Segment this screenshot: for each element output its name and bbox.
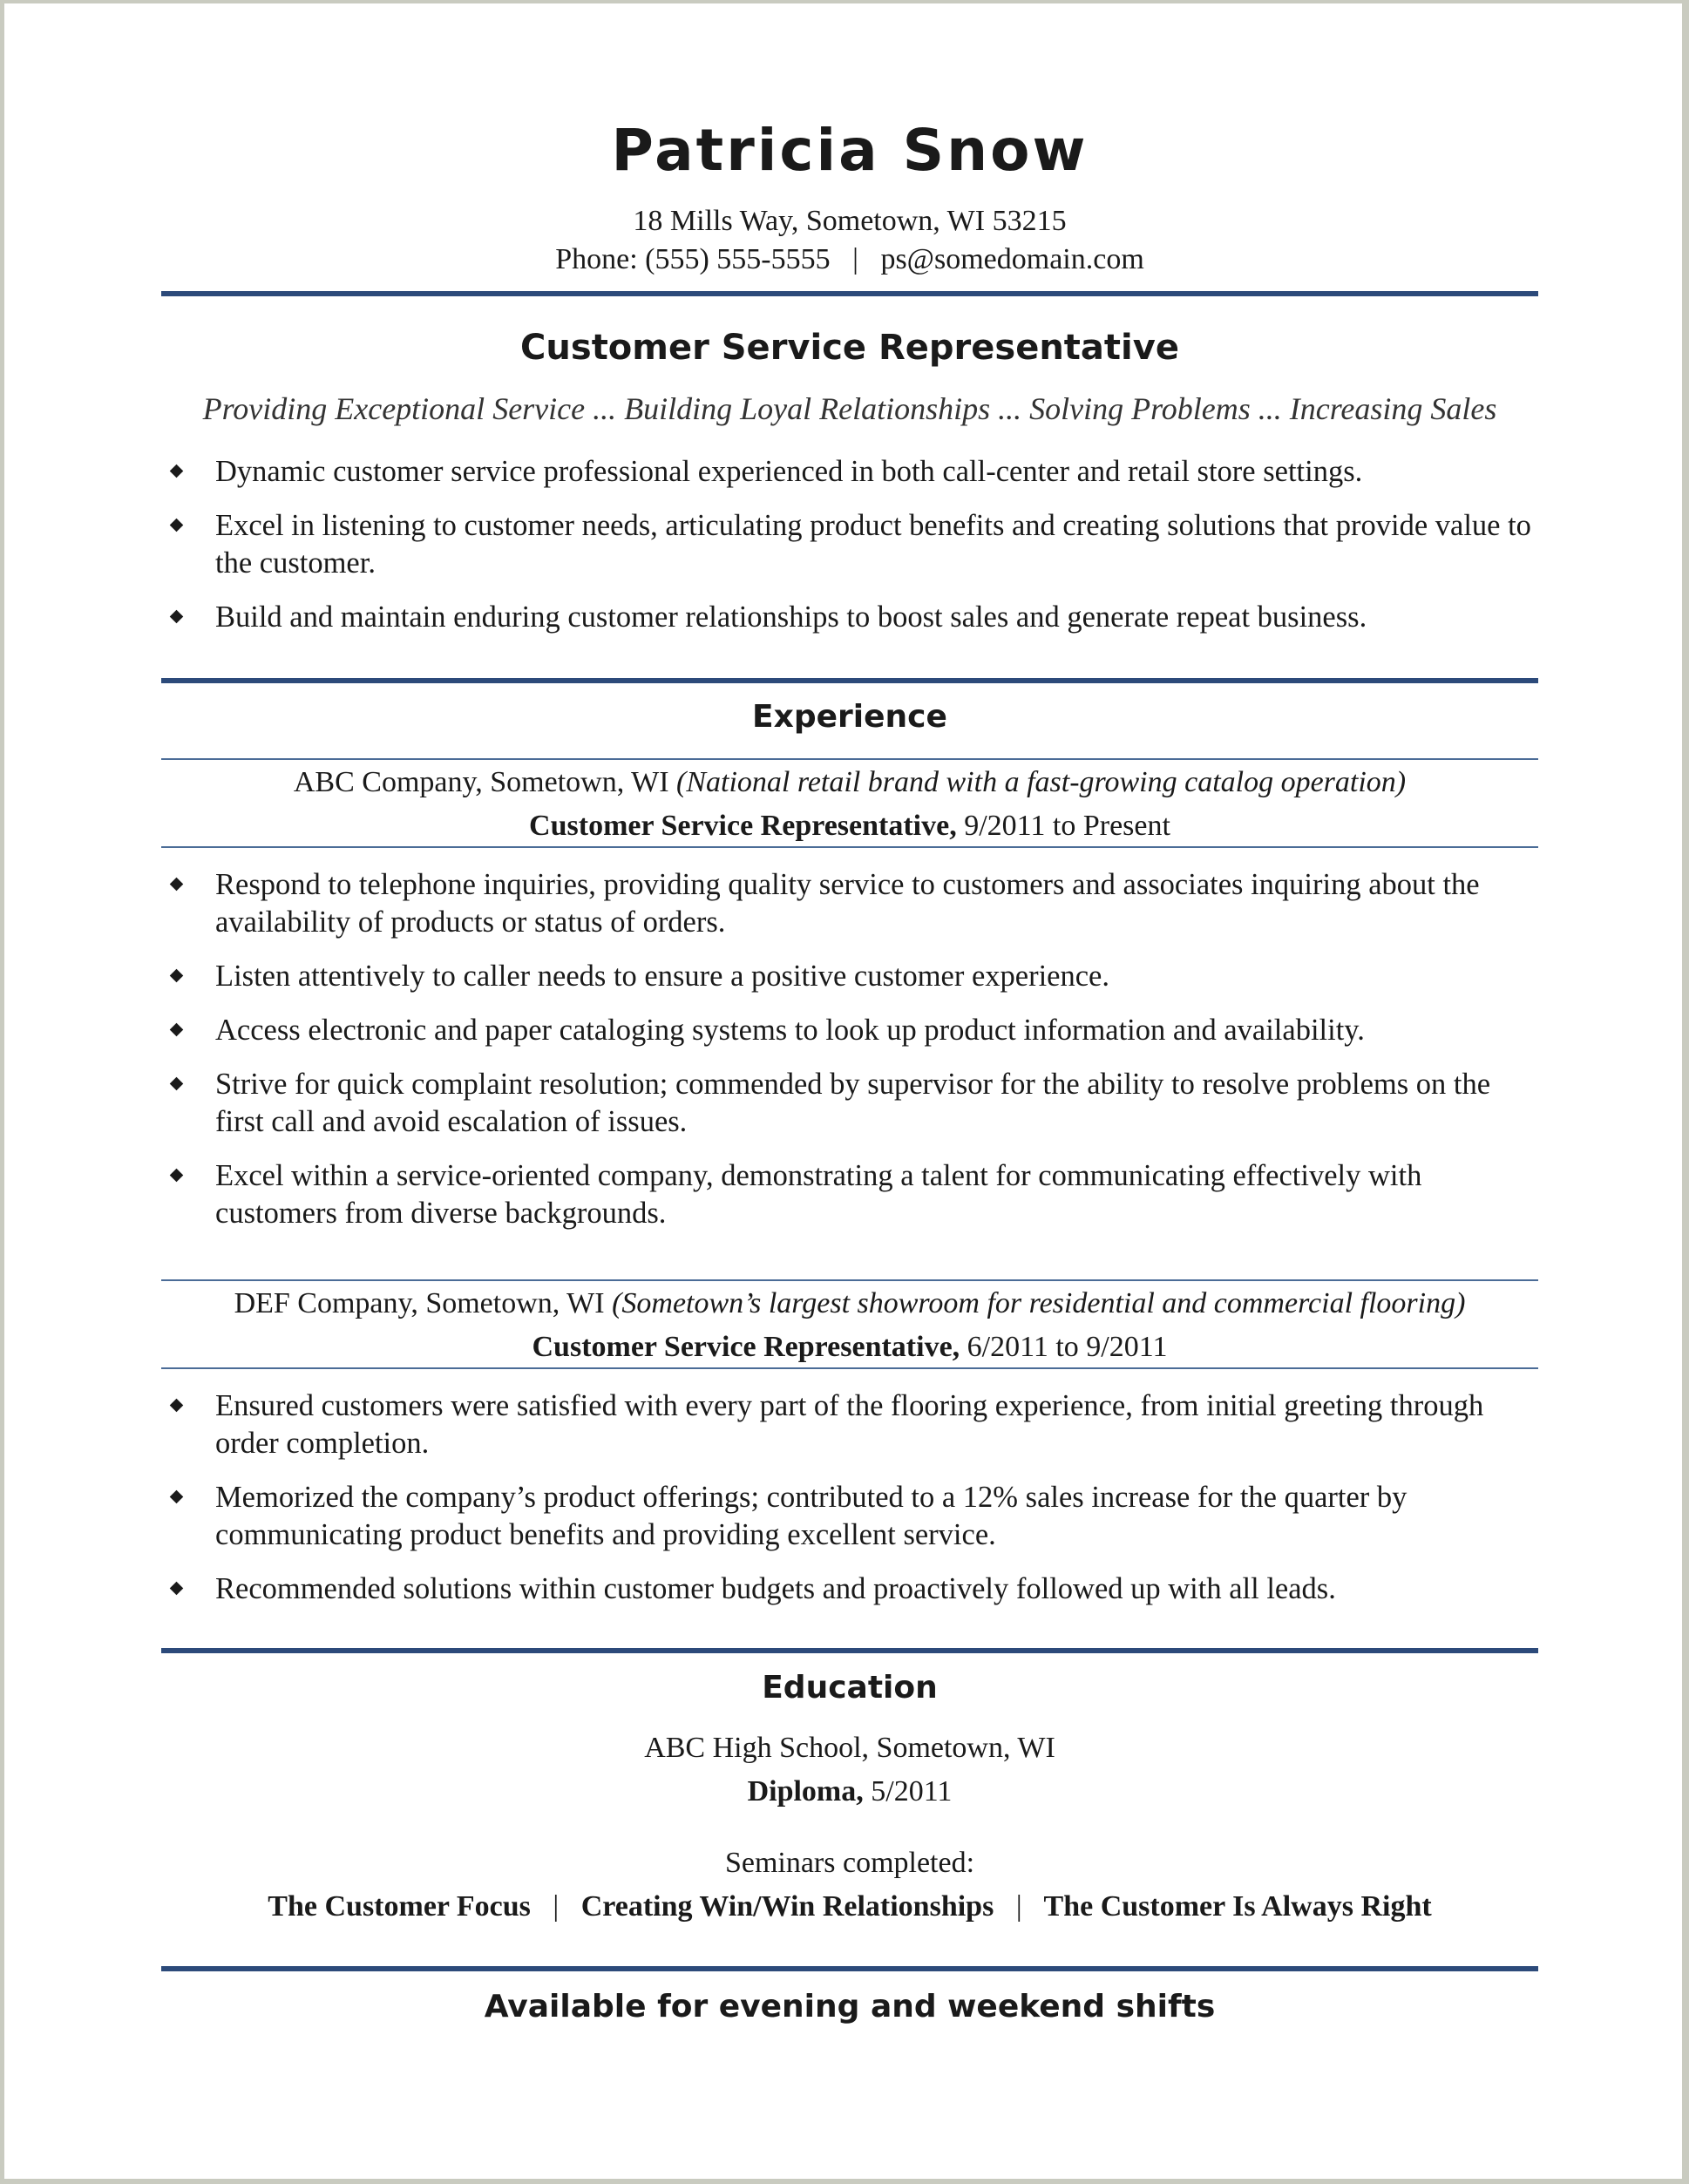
header-divider xyxy=(161,291,1538,296)
seminar-item: The Customer Is Always Right xyxy=(1043,1890,1432,1923)
list-item: Listen attentively to caller needs to ensure a positive customer experience. xyxy=(161,958,1538,995)
job-1-title-line xyxy=(161,807,1538,845)
summary-tagline: Providing Exceptional Service ... Building Loyal Relationships ... Solving Problems ... Increasing Sales xyxy=(202,391,1497,426)
diamond-bullet-icon xyxy=(170,465,184,478)
diamond-bullet-icon xyxy=(170,1582,184,1596)
diamond-bullet-icon xyxy=(170,1399,184,1413)
school: ABC High School, Sometown, WI xyxy=(644,1732,1055,1764)
seminars-line xyxy=(161,1888,1538,1926)
education-heading: Education xyxy=(762,1670,938,1706)
list-item: Build and maintain enduring customer relationships to boost sales and generate repeat business. xyxy=(161,599,1538,636)
list-item: Ensured customers were satisfied with every part of the flooring experience, from initial greeting through order completion. xyxy=(161,1387,1538,1462)
contact-line xyxy=(161,241,1538,279)
list-item: Recommended solutions within customer budgets and proactively followed up with all leads. xyxy=(161,1570,1538,1608)
list-item: Memorized the company’s product offerings; contributed to a 12% sales increase for the quarter by communicating product benefits and providing excellent service. xyxy=(161,1479,1538,1554)
job-1-top-rule xyxy=(161,758,1538,760)
list-item: Respond to telephone inquiries, providing quality service to customers and associates inquiring about the availability of products or status of orders. xyxy=(161,866,1538,941)
phone: Phone: (555) 555-5555 xyxy=(555,243,831,275)
degree-line xyxy=(161,1773,1538,1811)
job-1-dates: 9/2011 to Present xyxy=(964,810,1170,842)
diamond-bullet-icon xyxy=(170,1023,184,1037)
experience-divider xyxy=(161,1648,1538,1653)
summary-divider xyxy=(161,678,1538,683)
diamond-bullet-icon xyxy=(170,969,184,983)
job-2-bullets xyxy=(161,1387,1538,1624)
diamond-bullet-icon xyxy=(170,610,184,624)
diamond-bullet-icon xyxy=(170,878,184,892)
seminars-label: Seminars completed: xyxy=(724,1847,975,1879)
job-1-bullets xyxy=(161,866,1538,1249)
job-2-title: Customer Service Representative, xyxy=(532,1331,960,1363)
job-2-title-line xyxy=(161,1328,1538,1367)
candidate-name: Patricia Snow xyxy=(611,117,1089,184)
job-2-bottom-rule xyxy=(161,1367,1538,1369)
list-item: Access electronic and paper cataloging systems to look up product information and availability. xyxy=(161,1012,1538,1049)
list-item: Excel within a service-oriented company, demonstrating a talent for communicating effectively with customers from diverse backgrounds. xyxy=(161,1157,1538,1232)
email: ps@somedomain.com xyxy=(880,243,1144,275)
job-2-company: DEF Company, Sometown, WI xyxy=(234,1287,605,1319)
summary-bullets xyxy=(161,453,1538,653)
summary-title: Customer Service Representative xyxy=(520,328,1179,368)
diamond-bullet-icon xyxy=(170,1077,184,1091)
contact-separator: | xyxy=(852,243,858,275)
seminar-separator: | xyxy=(1015,1890,1022,1923)
job-2-top-rule xyxy=(161,1279,1538,1281)
availability-note: Available for evening and weekend shifts xyxy=(484,1989,1216,2025)
job-1-company: ABC Company, Sometown, WI xyxy=(293,766,669,798)
experience-heading: Experience xyxy=(752,699,947,735)
education-divider xyxy=(161,1966,1538,1971)
list-item: Dynamic customer service professional experienced in both call-center and retail store settings. xyxy=(161,453,1538,491)
diamond-bullet-icon xyxy=(170,1490,184,1504)
list-item: Strive for quick complaint resolution; commended by supervisor for the ability to resolve problems on the first call and avoid escalation of issues. xyxy=(161,1066,1538,1141)
seminar-item: Creating Win/Win Relationships xyxy=(580,1890,994,1923)
address-line: 18 Mills Way, Sometown, WI 53215 xyxy=(633,205,1067,237)
job-2-company-line xyxy=(161,1285,1538,1323)
degree-date: 5/2011 xyxy=(871,1775,953,1808)
job-1-bottom-rule xyxy=(161,846,1538,848)
job-1-note: (National retail brand with a fast-growing catalog operation) xyxy=(676,766,1407,798)
job-2-note: (Sometown’s largest showroom for residential and commercial flooring) xyxy=(612,1287,1466,1319)
diamond-bullet-icon xyxy=(170,1169,184,1183)
list-item: Excel in listening to customer needs, articulating product benefits and creating solutions that provide value to the customer. xyxy=(161,507,1538,582)
seminar-item: The Customer Focus xyxy=(268,1890,531,1923)
job-1-title: Customer Service Representative, xyxy=(529,810,957,842)
seminar-separator: | xyxy=(553,1890,560,1923)
job-1-company-line xyxy=(161,763,1538,802)
degree: Diploma, xyxy=(747,1775,864,1808)
resume-page xyxy=(4,3,1682,2179)
job-2-dates: 6/2011 to 9/2011 xyxy=(967,1331,1168,1363)
diamond-bullet-icon xyxy=(170,519,184,532)
